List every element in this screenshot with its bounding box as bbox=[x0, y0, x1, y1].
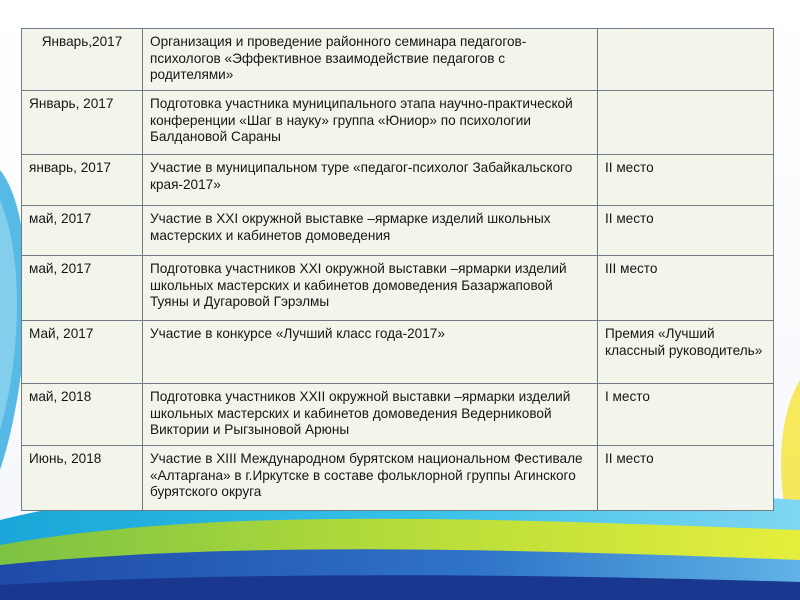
event-cell: Подготовка участника муниципального этапа научно-практической конференции «Шаг в науку» группа «Юниор» по психологии Балдановой Сараны bbox=[143, 91, 598, 155]
event-cell: Участие в конкурсе «Лучший класс года-2017» bbox=[143, 321, 598, 384]
date-cell: Июнь, 2018 bbox=[22, 446, 143, 511]
date-cell: Январь,2017 bbox=[22, 29, 143, 91]
events-table bbox=[21, 28, 774, 511]
result-cell: II место bbox=[598, 206, 774, 256]
date-cell: май, 2018 bbox=[22, 384, 143, 446]
table-row bbox=[22, 384, 774, 446]
date-cell: май, 2017 bbox=[22, 206, 143, 256]
date-cell: Май, 2017 bbox=[22, 321, 143, 384]
event-cell: Участие в XIII Международном бурятском национальном Фестивале «Алтаргана» в г.Иркутске в составе фольклорной группы Агинского бурятского округа bbox=[143, 446, 598, 511]
date-cell: май, 2017 bbox=[22, 256, 143, 321]
result-cell: Премия «Лучший классный руководитель» bbox=[598, 321, 774, 384]
event-cell: Организация и проведение районного семинара педагогов-психологов «Эффективное взаимодействие педагогов с родителями» bbox=[143, 29, 598, 91]
date-cell: Январь, 2017 bbox=[22, 91, 143, 155]
event-cell: Участие в XXI окружной выставке –ярмарке изделий школьных мастерских и кабинетов домоведения bbox=[143, 206, 598, 256]
result-cell: II место bbox=[598, 155, 774, 206]
table-row bbox=[22, 256, 774, 321]
result-cell bbox=[598, 29, 774, 91]
date-cell: январь, 2017 bbox=[22, 155, 143, 206]
result-cell: I место bbox=[598, 384, 774, 446]
result-cell: II место bbox=[598, 446, 774, 511]
table-row bbox=[22, 321, 774, 384]
table-row bbox=[22, 206, 774, 256]
event-cell: Подготовка участников XXI окружной выставки –ярмарки изделий школьных мастерских и кабинетов домоведения Базаржаповой Туяны и Дугаровой Гэрэлмы bbox=[143, 256, 598, 321]
table-row bbox=[22, 155, 774, 206]
table-row bbox=[22, 29, 774, 91]
event-cell: Подготовка участников XXII окружной выставки –ярмарки изделий школьных мастерских и кабинетов домоведения Ведерниковой Виктории и Рыгзыновой Арюны bbox=[143, 384, 598, 446]
table-row bbox=[22, 91, 774, 155]
events-table-container bbox=[21, 28, 773, 511]
result-cell bbox=[598, 91, 774, 155]
table-row bbox=[22, 446, 774, 511]
event-cell: Участие в муниципальном туре «педагог-психолог Забайкальского края-2017» bbox=[143, 155, 598, 206]
result-cell: III место bbox=[598, 256, 774, 321]
